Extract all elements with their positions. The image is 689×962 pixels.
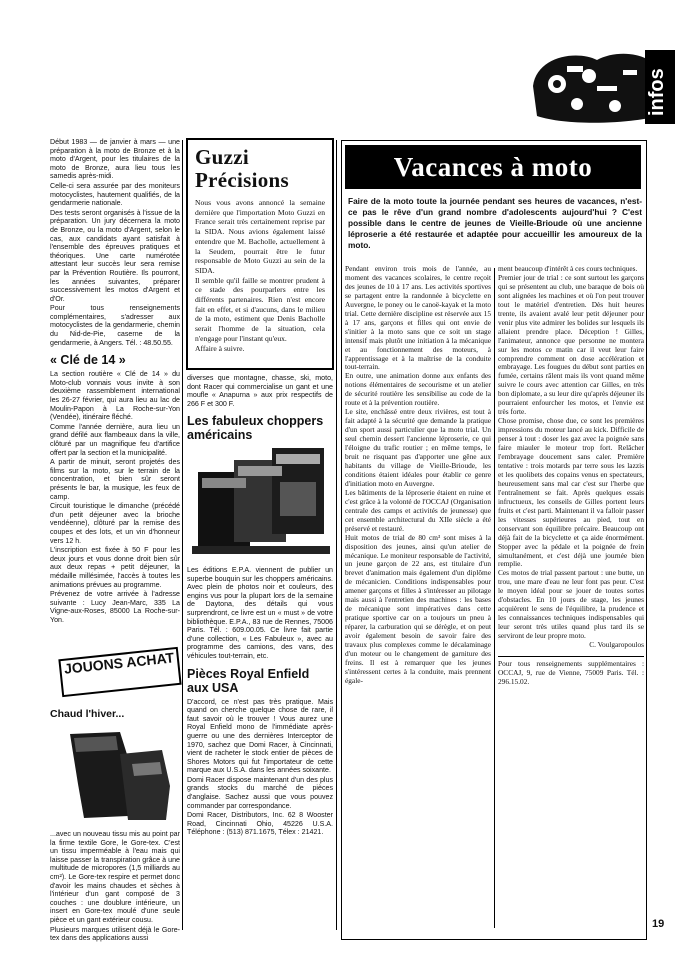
choppers-heading: Les fabuleux choppers américains — [187, 414, 324, 443]
contact-text: Pour tous renseignements supplémentaires : OCCAJ, 9, rue de Vienne, 75009 Paris. Tél. : 296.15.02. — [498, 658, 644, 686]
body-paragraph: Ces motos de trial passent partout : une butte, un trou, une mare d'eau ne leur font pas peur. C'est le moyen idéal pour se jouer de toutes sortes d'obstacles. En 10 jours de stage, les jeunes acquièrent le sens de l'équilibre, la prudence et les connaissances techniques indispensables qui leur seront très utiles quand plus tard ils se serviront de leur propre moto. — [498, 568, 644, 641]
body-paragraph: En outre, une animation donne aux enfants des notions élémentaires de secourisme et un atelier de sécurité routière les sensibilise au code de la route et à la prévention routière. — [345, 371, 491, 408]
infos-badge — [527, 46, 677, 128]
body-paragraph: Pendant environ trois mois de l'année, au moment des vacances scolaires, le centre reçoit des jeunes de 10 à 17 ans. Les activités sportives se partagent entre la randonnée à bicyclette en Auvergne, le poney ou le canoë-kayak et la moto trial. Cette dernière discipline est réservée aux 15 à 17 ans, garçons et filles qui ont envie de s'initier à la moto sans que ce soit un stage intensif mais plutôt une initiation à la mécanique et au fonctionnement des moteurs, à l'apprentissage et à la maîtrise de la conduite tout-terrain. — [345, 264, 491, 372]
column-rule — [336, 140, 337, 930]
column-2-bottom — [187, 566, 333, 838]
vacances-left-column — [345, 265, 491, 686]
body-paragraph: Le site, enchâssé entre deux rivières, est tout à fait adapté à la sécurité que demande la pratique d'un sport aussi particulier que la moto trial. Un seul chemin dessert l'ancienne léproserie, ce qui l'éloigne du trafic routier ; en même temps, le bruit ne risquant pas d'apporter une gêne aux habitants du village de Vieille-Brioude, les conditions étaient idéales pour établir ce genre d'initiation moto en Auvergne. — [345, 407, 491, 488]
author-signature: C. Voulgaropoulos — [589, 640, 644, 650]
body-paragraph: Nous vous avons annoncé la semaine dernière que l'importation Moto Guzzi en France serait très certainement reprise par la SIDA. Nous avions également laissé entendre que M. Bacholle, actuellement à la Seudem, pourrait être le futur responsable de Moto Guzzi au sein de la SIDA. — [195, 198, 325, 275]
royal-enfield-heading: Pièces Royal Enfield aux USA — [187, 666, 310, 695]
body-paragraph: Plusieurs marques utilisent déjà le Gore-tex dans des applications aussi — [50, 925, 180, 943]
body-paragraph: Des tests seront organisés à l'issue de la préparation. Un jury décernera la moto de Bronze, ou la moto d'Argent, selon le cas, aux candidats ayant satisfait à l'ensemble des épreuves pratiques et théoriques. Une carte numérotée attestant leur succès leur sera remise par la Prévention Routière. Ils pourront, les années suivantes, préparer successivement les motos d'Argent et d'Or. — [50, 208, 180, 303]
cle-14-heading: « Clé de 14 » — [50, 353, 126, 368]
badge-label: infos — [646, 68, 668, 116]
chaud-text — [50, 830, 180, 944]
body-paragraph: Chose promise, chose due, ce sont les premières impressions du moteur lancé au kick. Difficile de penser à tout : doser les gaz avec la poignée sans faire miauler le moteur trop fort. Relâcher l'embrayage doucement sans caler. Première tentative : trois motards par terre sous les lazzis et les quolibets des copains venus en spectateurs, heureusement sans mal car c'est sur l'herbe que l'entraînement se fait. Après quelques essais infructueux, les conseils de Gilles portent leurs fruits et c'est parti. Maintenant il va falloir passer les vitesses supérieures au pied, tout en conservant son équilibre précaire. Beaucoup ont déjà fait de la bicyclette et ça aide énormément. Stopper avec la pédale et la poignée de frein simultanément, et c'est déjà une journée bien remplie. — [498, 416, 644, 569]
contact-box — [498, 656, 644, 687]
books-photo — [190, 442, 332, 560]
body-paragraph: La section routière « Clé de 14 » du Moto-club vonnais vous invite à son deuxième rassemblement international les 26-27 février, qui aura lieu au lac de Moulin-Papon à La Roche-sur-Yon (Vendée), itinéraire fléché. — [50, 370, 180, 422]
vacances-lead: Faire de la moto toute la journée pendant ses heures de vacances, n'est-ce pas le rêve d'un grand nombre d'adolescents aujourd'hui ? C'est possible dans le centre de jeunes de Vieille-Brioude où une ancienne léproserie a été restaurée et adaptée pour accueillir les amoureux de la moto. — [348, 196, 642, 250]
body-paragraph: Huit motos de trial de 80 cm³ sont mises à la disposition des jeunes, ainsi qu'un atelier de mécanique. Le moniteur responsable de l'activité, un jeune garçon de 22 ans, est titulaire d'un brevet d'animation mais également d'un diplôme de mécanicien. Conditions indispensables pour amener garçons et filles à s'intéresser au pilotage mais aussi à l'entretien des machines : les bases de mécanique sont impératives dans cette pratique sportive car on a toujours un pneu à réparer, la carburation qui se dérègle, et on peut avoir également besoin de savoir faire des travaux plus complexes comme le décalaminage d'un moteur ou le changement de garniture des freins. Il est à remarquer que les jeunes s'intéressent certes à la conduite, mais prennent égale- — [345, 532, 491, 685]
body-paragraph: A partir de minuit, seront projetés des films sur la moto, sur le terrain de la concentration, et bien sûr seront présents le bar, la musique, les feux de camp. — [50, 458, 180, 501]
body-paragraph: ...avec un nouveau tissu mis au point par la firme textile Gore, le Gore-tex. C'est un tissu imperméable à l'eau mais qui laisse passer la transpiration grâce à une multitude de micropores (1,5 milliards au cm²). Le Gore-tex respire et permet donc d'avoir les mains chaudes et sèches à l'intérieur d'un gant composé de 3 couches : une doublure intérieure, un insert en Gore-tex moulé d'une seule pièce et un gant extérieur cousu. — [50, 830, 180, 924]
body-paragraph: Celle-ci sera assurée par des moniteurs motocyclistes, hautement qualifiés, de la gendarmerie nationale. — [50, 181, 180, 208]
body-paragraph: L'inscription est fixée à 50 F pour les deux jours et vous donne droit bien sûr aux deux repas + petit déjeuner, la médaille millésimée, l'accès à toutes les animations prévues au programme. — [50, 546, 180, 589]
vacances-heading: Vacances à moto — [345, 145, 641, 189]
body-paragraph: D'accord, ce n'est pas très pratique. Mais quand on cherche quelque chose de rare, il faut savoir où le trouver ! Vous aurez une Royal Enfield mono de l'immédiate après-guerre ou une des dernières Interceptor de 1970, sachez que Domi Racer, à Cincinnati, vient de racheter le stock entier de pièces de Shores Motors qui fut l'importateur de cette marque aux U.S.A. dans les années soixante. — [187, 697, 333, 775]
column-2-cont — [187, 374, 333, 445]
body-paragraph: Pour tous renseignements complémentaires, s'adresser aux motocyclistes de la gendarmerie, chemin du Nid-de-Pie, caserne de la gendarmerie, à Angers. Tél. : 48.50.55. — [50, 304, 180, 347]
column-rule — [182, 140, 183, 930]
body-paragraph: Circuit touristique le dimanche (précédé d'un petit déjeuner avec la brioche vendéenne), clôturé par la remise des coupes et des lots, et un vin d'honneur vers 12 h. — [50, 502, 180, 545]
page-number: 19 — [652, 918, 665, 930]
body-paragraph: Les bâtiments de la léproserie étaient en ruine et c'est grâce à la volonté de l'OCCAJ (Organisation centrale des camps et activités de jeunesse) que cet ensemble architectural du XIIe siècle a été préservé et restauré. — [345, 487, 491, 533]
body-paragraph: Domi Racer, Distributors, Inc. 62 8 Wooster Road, Cincinnati Ohio, 45226 U.S.A. Téléphone : (513) 871.1675, Télex : 21421. — [187, 811, 333, 837]
guzzi-box — [186, 138, 334, 370]
body-paragraph: ment beaucoup d'intérêt à ces cours techniques. — [498, 264, 638, 273]
body-paragraph: Domi Racer dispose maintenant d'un des plus grands stocks du marché de pièces d'anglaise. Sachez aussi que vous pouvez commander par correspondance. — [187, 775, 333, 810]
body-paragraph: Il semble qu'il faille se montrer prudent à ce stade des pourparlers entre les différents partenaires. Rien n'est encore fait en effet, et si d'aucuns, dans le milieu de la moto, estiment que Denis Bacholle serait l'homme de la situation, cela n'engage pour l'instant qu'eux. — [195, 275, 325, 343]
gloves-photo — [50, 724, 180, 824]
body-paragraph: Comme l'année dernière, aura lieu un grand défilé aux flambeaux dans la ville, clôturé par un magnifique feu d'artifice offert par la section et la municipalité. — [50, 422, 180, 457]
body-paragraph: Les éditions E.P.A. viennent de publier un superbe bouquin sur les choppers américains. Avec plein de photos noir et couleurs, des engins vus pour la plupart lors de la semaine de Daytona, des détails qui vous surprendront, ce livre est un « must » de votre bibliothèque. E.P.A., 83 rue de Rennes, 75006 Paris. Tél. : 609.00.05. Ce livre fait partie d'une collection, « Les Fabuleux », avec au programme des camions, des vans, des véhicules tout-terrain, etc. — [187, 566, 333, 660]
jouons-achat-stamp: JOUONS ACHAT — [58, 647, 181, 697]
body-paragraph: Premier jour de trial : ce sont surtout les garçons qui se présentent au club, une baraque de bois où sont alignées les machines et où l'on peut trouver tout le matériel d'entretien. Dès huit heures trente, ils avaient avalé leur petit déjeuner pour venir plus vite admirer les bolides sur lesquels ils allaient prendre place. Déception ! Gilles, l'animateur, annonce que personne ne montera sur les motos ce matin car il veut leur faire comprendre comment on dose accélération et embrayage. Les fougues du début sont parties en fumée, certains râlent mais ils vont quand même suivre le cours avec attention car Gilles, en très bon diplomate, a su leur dire qu'après déjeuner ils pourraient enfourcher les motos, et l'envie est très forte. — [498, 272, 644, 417]
column-rule — [494, 268, 495, 928]
guzzi-heading: Guzzi Précisions — [195, 145, 289, 192]
column-1 — [50, 138, 180, 625]
body-paragraph: diverses que montagne, chasse, ski, moto, dont Racer qui commercialise un gant et une moufle « Anapurna » aux prix respectifs de 266 F et 300 F. — [187, 374, 333, 408]
chaud-heading: Chaud l'hiver... — [50, 708, 125, 720]
body-paragraph: Prévenez de votre arrivée à l'adresse suivante : Lucy Jean-Marc, 335 La Vigne-aux-Roses, 85000 La Roche-sur-Yon. — [50, 590, 180, 624]
vacances-right-column — [498, 265, 644, 687]
body-paragraph: Affaire à suivre. — [195, 343, 245, 353]
intro-paragraph: Début 1983 — de janvier à mars — une préparation à la moto de Bronze et à la moto d'Argent, pour les titulaires de la moto de Bronze, aura lieu tous les samedis après-midi. — [50, 138, 180, 181]
chaud-section — [50, 704, 180, 723]
